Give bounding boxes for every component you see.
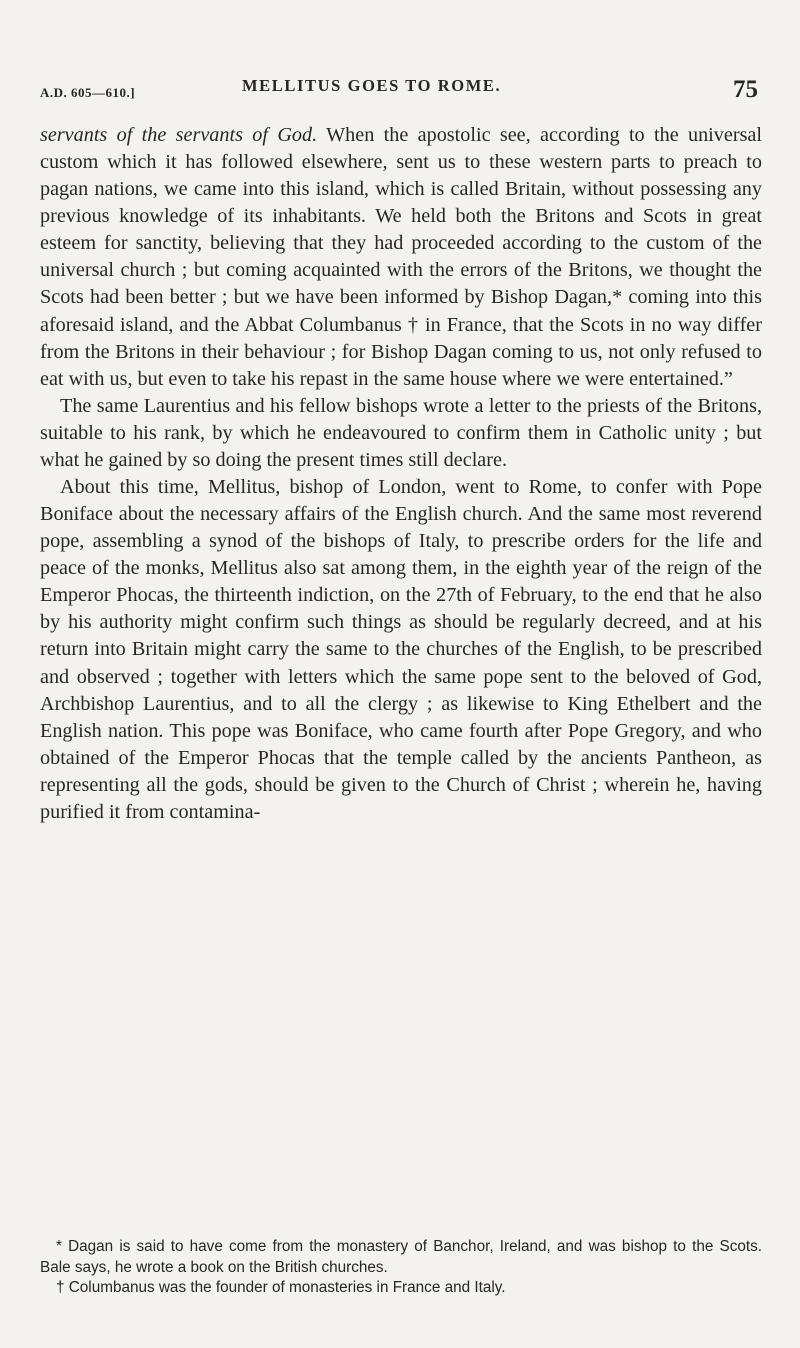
footnote-columbanus: † Columbanus was the founder of monasteries in France and Italy. (56, 1279, 506, 1296)
running-head-date-range: A.D. 605—610.] (40, 85, 136, 100)
page-number: 75 (733, 76, 758, 103)
footnotes (40, 1237, 762, 1299)
footnote-dagan: * Dagan is said to have come from the monastery of Banchor, Ireland, and was bishop to the Scots. Bale says, he wrote a book on the British churches. (40, 1238, 762, 1276)
paragraph-mellitus-rome: About this time, Mellitus, bishop of London, went to Rome, to confer with Pope Boniface about the necessary affairs of the English church. And the same most reverend pope, assembling a synod of the bishops of Italy, to prescribe orders for the life and peace of the monks, Mellitus also sat among them, in the eighth year of the reign of the Emperor Phocas, the thirteenth indiction, on the 27th of February, to the end that he also by his authority might confirm such things as should be regularly decreed, and at his return into Britain might carry the same to the churches of the English, to be prescribed and observed ; together with letters which the same pope sent to the beloved of God, Archbishop Laurentius, and to all the clergy ; as likewise to King Ethelbert and the English nation. This pope was Boniface, who came fourth after Pope Gregory, and who obtained of the Emperor Phocas that the temple called by the ancients Pantheon, as representing all the gods, should be given to the Church of Christ ; wherein he, having purified it from contamina- (40, 476, 762, 823)
paragraph-laurentius-letter: The same Laurentius and his fellow bishops wrote a letter to the priests of the Britons, suitable to his rank, by which he endeavoured to confirm them in Catholic unity ; but what he gained by so doing the present times still declare. (40, 394, 762, 471)
running-head (40, 76, 758, 112)
running-head-title: MELLITUS GOES TO ROME. (242, 76, 502, 95)
body-text (40, 122, 762, 826)
paragraph-letter-continuation (40, 122, 762, 393)
italic-phrase: servants of the servants of God. (40, 124, 318, 146)
paragraph-text: When the apostolic see, according to the universal custom which it has followed elsewhere, sent us to these western parts to preach to pagan nations, we came into this island, which is called Britain, without possessing any previous knowledge of its inhabitants. We held both the Britons and Scots in great esteem for sanctity, believing that they had proceeded according to the custom of the universal church ; but coming acquainted with the errors of the Britons, we thought the Scots had been better ; but we have been informed by Bishop Dagan,* coming into this aforesaid island, and the Abbat Columbanus † in France, that the Scots in no way differ from the Britons in their behaviour ; for Bishop Dagan coming to us, not only refused to eat with us, but even to take his repast in the same house where we were entertained.” (40, 124, 762, 390)
